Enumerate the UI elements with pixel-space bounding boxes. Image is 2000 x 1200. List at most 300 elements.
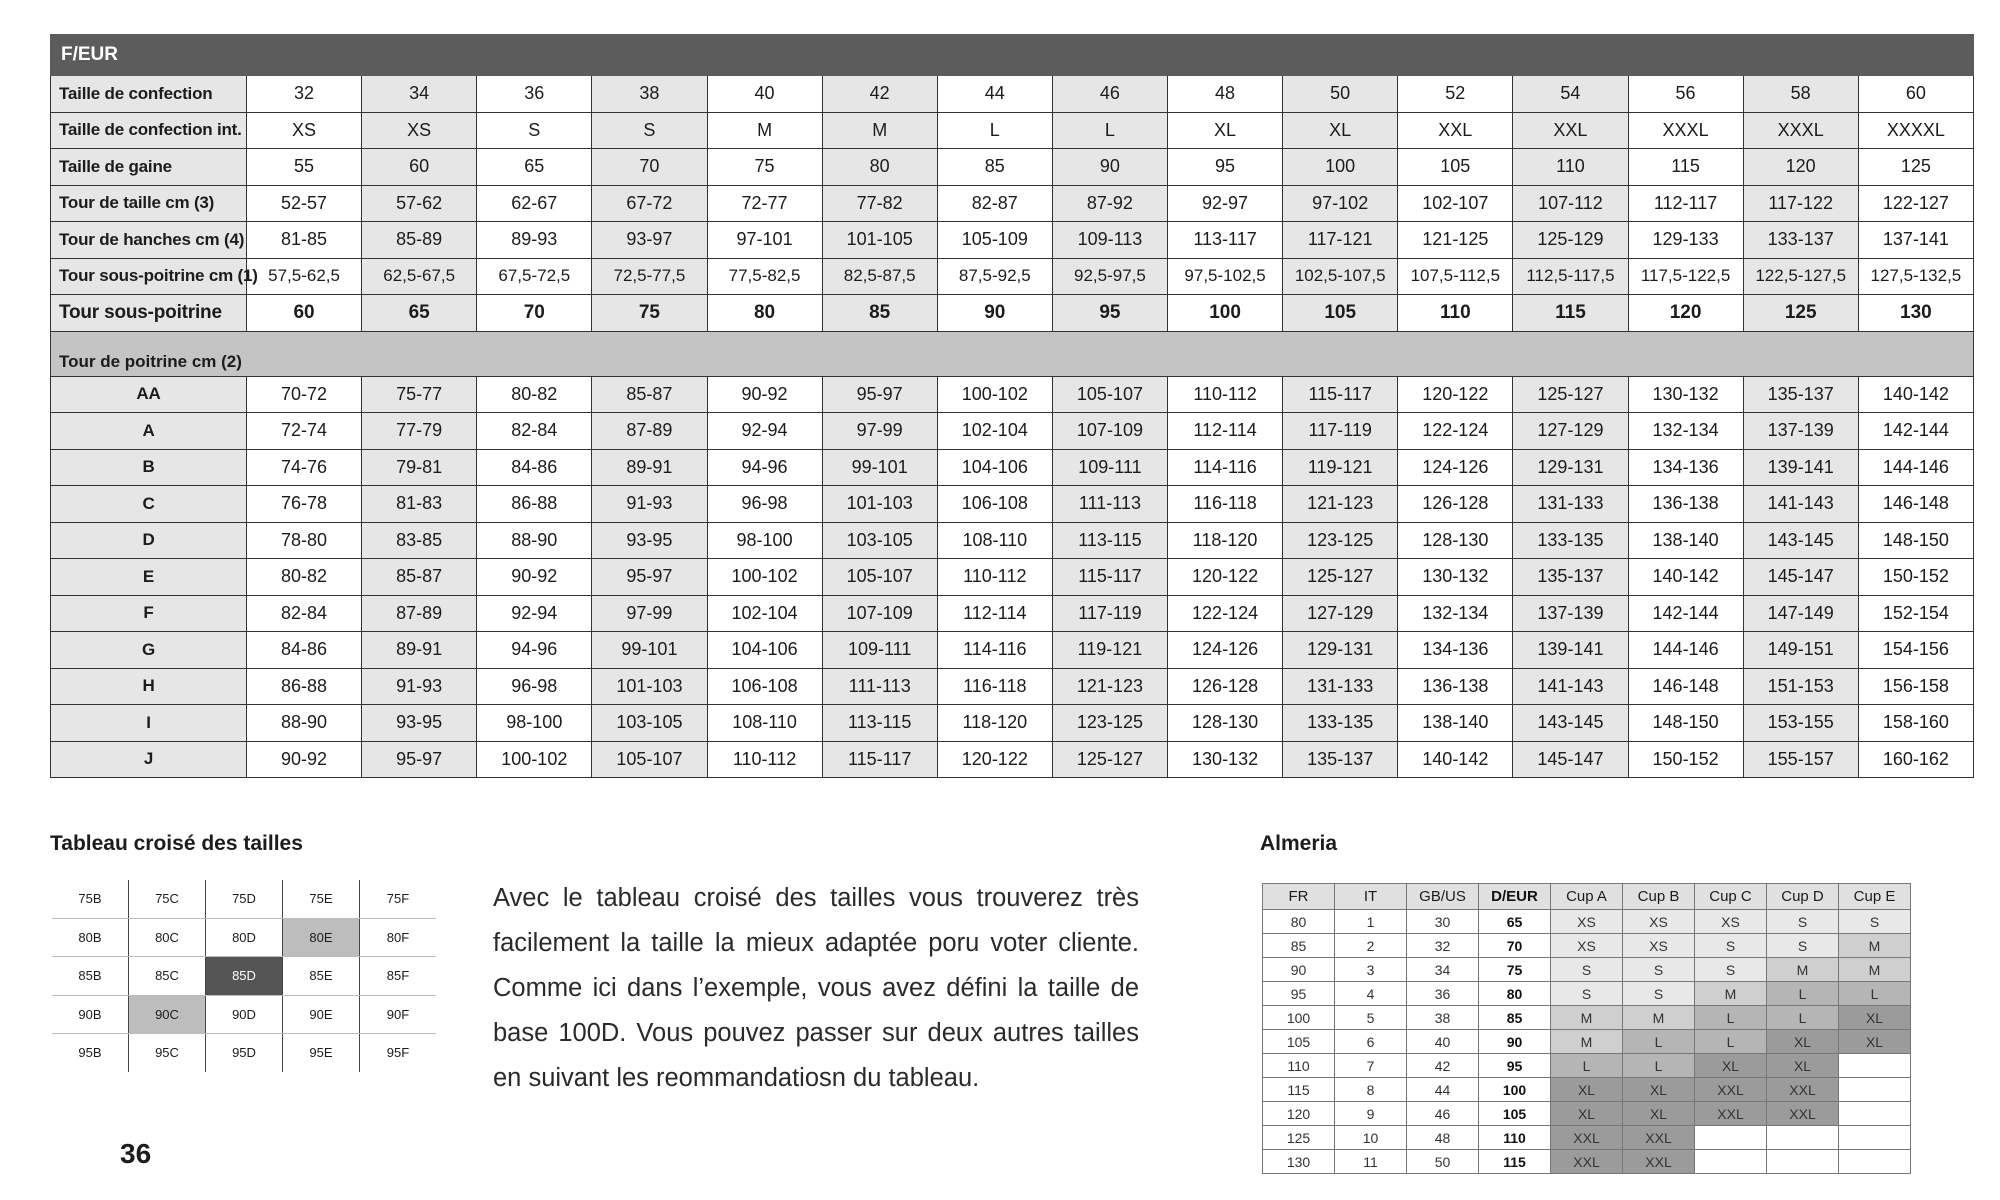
almeria-cup-cell: XL [1767, 1030, 1839, 1054]
table-cell: 91-93 [592, 486, 707, 523]
almeria-cell: 36 [1407, 982, 1479, 1006]
table-cell: 142-144 [1628, 595, 1743, 632]
cross-cell: 90D [206, 995, 283, 1034]
table-cell: 111-113 [1052, 486, 1167, 523]
table-cell: 82,5-87,5 [822, 258, 937, 295]
cup-row [51, 741, 1974, 778]
almeria-row [1263, 1150, 1911, 1174]
almeria-cup-cell: M [1623, 1006, 1695, 1030]
table-cell: 76-78 [247, 486, 362, 523]
table-cell: 149-151 [1743, 632, 1858, 669]
row-label: Tour sous-poitrine [51, 295, 247, 332]
almeria-cell: 70 [1479, 934, 1551, 958]
table-cell: 145-147 [1513, 741, 1628, 778]
table-cell: 85-87 [592, 376, 707, 413]
almeria-header: Cup C [1695, 884, 1767, 910]
table-cell: 134-136 [1628, 449, 1743, 486]
cup-row [51, 668, 1974, 705]
table-cell: 60 [1858, 76, 1973, 113]
cross-cell: 80E [283, 918, 360, 957]
description-text: Avec le tableau croisé des tailles vous trouverez très facilement la taille la mieux adaptée poru voter cliente. Comme ici dans l’exemple, vous avez défini la taille de base 100D. Vous pouvez passer sur deux autres tailles en suivant les reommandatiosn du tableau. [493, 884, 1139, 1092]
row-label: Tour sous-poitrine cm (1) [51, 258, 247, 295]
almeria-cell: 38 [1407, 1006, 1479, 1030]
cup-label: AA [51, 376, 247, 413]
almeria-cup-cell: XXL [1551, 1126, 1623, 1150]
cross-cell: 95F [386, 1045, 410, 1061]
almeria-cell: 110 [1263, 1054, 1335, 1078]
almeria-cup-cell [1767, 1150, 1839, 1174]
table-cell: 126-128 [1168, 668, 1283, 705]
cross-cell: 90B [52, 995, 129, 1034]
table-cell: 143-145 [1743, 522, 1858, 559]
table-cell: 124-126 [1398, 449, 1513, 486]
table-cell: 72-77 [707, 185, 822, 222]
table-cell: 133-135 [1513, 522, 1628, 559]
almeria-cell: 125 [1263, 1126, 1335, 1150]
table-cell: 77,5-82,5 [707, 258, 822, 295]
table-cell: 148-150 [1858, 522, 1973, 559]
table-cell: 52 [1398, 76, 1513, 113]
almeria-cup-cell: S [1551, 958, 1623, 982]
table-cell: 85-89 [362, 222, 477, 259]
table-cell: 123-125 [1052, 705, 1167, 742]
table-cell: 90-92 [477, 559, 592, 596]
row-label: Taille de gaine [51, 149, 247, 186]
table-cell: 77-79 [362, 413, 477, 450]
almeria-cell: 4 [1335, 982, 1407, 1006]
table-cell: XXL [1513, 112, 1628, 149]
almeria-cup-cell [1839, 1126, 1911, 1150]
table-cell: 108-110 [937, 522, 1052, 559]
table-cell: XXXL [1743, 112, 1858, 149]
table-cell: 72-74 [247, 413, 362, 450]
table-cell: 118-120 [937, 705, 1052, 742]
cup-row [51, 705, 1974, 742]
table-cell: 134-136 [1398, 632, 1513, 669]
table-cell: 116-118 [1168, 486, 1283, 523]
almeria-cup-cell: S [1623, 982, 1695, 1006]
table-row [51, 149, 1974, 186]
table-cell: 122-127 [1858, 185, 1973, 222]
table-cell: 125-127 [1283, 559, 1398, 596]
cross-size-table [52, 880, 436, 1072]
table-cell: 102-104 [707, 595, 822, 632]
almeria-row [1263, 1054, 1911, 1078]
table-cell: 114-116 [937, 632, 1052, 669]
cup-row [51, 632, 1974, 669]
table-row [51, 112, 1974, 149]
table-cell: 109-113 [1052, 222, 1167, 259]
table-cell: 137-141 [1858, 222, 1973, 259]
table-cell: 113-115 [1052, 522, 1167, 559]
table-cell: 60 [362, 149, 477, 186]
table-row [51, 258, 1974, 295]
almeria-cup-cell: M [1695, 982, 1767, 1006]
table-cell: 97,5-102,5 [1168, 258, 1283, 295]
table-cell: 82-87 [937, 185, 1052, 222]
table-cell: 90-92 [247, 741, 362, 778]
almeria-cup-cell: XXL [1767, 1102, 1839, 1126]
almeria-cup-cell: M [1551, 1030, 1623, 1054]
almeria-cup-cell: XXL [1623, 1150, 1695, 1174]
table-cell: 89-93 [477, 222, 592, 259]
table-cell: 92-94 [477, 595, 592, 632]
table-cell: 57-62 [362, 185, 477, 222]
table-cell: 144-146 [1628, 632, 1743, 669]
table-cell: 93-95 [592, 522, 707, 559]
table-cell: 129-131 [1513, 449, 1628, 486]
almeria-cell: 85 [1479, 1006, 1551, 1030]
table-cell: 109-111 [1052, 449, 1167, 486]
table-cell: 86-88 [247, 668, 362, 705]
cup-row [51, 376, 1974, 413]
table-cell: 87-89 [362, 595, 477, 632]
cross-row [52, 880, 436, 918]
almeria-cell: 3 [1335, 958, 1407, 982]
table-cell: 110-112 [707, 741, 822, 778]
table-cell: XL [1168, 112, 1283, 149]
table-cell: 96-98 [707, 486, 822, 523]
almeria-cup-cell: S [1839, 910, 1911, 934]
table-cell: 50 [1283, 76, 1398, 113]
table-cell: 107,5-112,5 [1398, 258, 1513, 295]
almeria-cup-cell: L [1767, 1006, 1839, 1030]
table-cell: 148-150 [1628, 705, 1743, 742]
table-cell: 105-109 [937, 222, 1052, 259]
table-cell: 124-126 [1168, 632, 1283, 669]
almeria-cell: 110 [1479, 1126, 1551, 1150]
table-cell: 80 [822, 149, 937, 186]
almeria-cell: 7 [1335, 1054, 1407, 1078]
table-cell: 62-67 [477, 185, 592, 222]
table-cell: 81-85 [247, 222, 362, 259]
table-cell: 81-83 [362, 486, 477, 523]
table-row [51, 185, 1974, 222]
cross-cell: 85B [52, 957, 129, 996]
table-cell: 136-138 [1398, 668, 1513, 705]
table-cell: 92,5-97,5 [1052, 258, 1167, 295]
almeria-cup-cell [1839, 1054, 1911, 1078]
table-cell: 107-112 [1513, 185, 1628, 222]
table-cell: 144-146 [1858, 449, 1973, 486]
table-cell: 127-129 [1513, 413, 1628, 450]
table-cell: XXL [1398, 112, 1513, 149]
table-cell: 114-116 [1168, 449, 1283, 486]
table-cell: 112-117 [1628, 185, 1743, 222]
table-cell: 90 [937, 295, 1052, 332]
table-cell: 122-124 [1398, 413, 1513, 450]
almeria-cup-cell: L [1623, 1030, 1695, 1054]
table-cell: 142-144 [1858, 413, 1973, 450]
table-title: F/EUR [51, 35, 1974, 76]
table-cell: 137-139 [1743, 413, 1858, 450]
cup-label: A [51, 413, 247, 450]
table-cell: 145-147 [1743, 559, 1858, 596]
table-cell: 120 [1628, 295, 1743, 332]
table-cell: 93-97 [592, 222, 707, 259]
table-cell: 140-142 [1398, 741, 1513, 778]
almeria-cell: 42 [1407, 1054, 1479, 1078]
cross-row [52, 918, 436, 957]
almeria-cup-cell: L [1695, 1030, 1767, 1054]
almeria-cell: 100 [1479, 1078, 1551, 1102]
almeria-header: Cup B [1623, 884, 1695, 910]
almeria-cell: 105 [1479, 1102, 1551, 1126]
table-cell: 127,5-132,5 [1858, 258, 1973, 295]
table-cell: XL [1283, 112, 1398, 149]
table-cell: 67,5-72,5 [477, 258, 592, 295]
almeria-cell: 46 [1407, 1102, 1479, 1126]
table-cell: 126-128 [1398, 486, 1513, 523]
table-cell: 112,5-117,5 [1513, 258, 1628, 295]
almeria-table [1262, 883, 1911, 1174]
table-cell: 108-110 [707, 705, 822, 742]
almeria-cup-cell: L [1839, 982, 1911, 1006]
table-cell: 48 [1168, 76, 1283, 113]
almeria-cup-cell: L [1623, 1054, 1695, 1078]
almeria-row [1263, 934, 1911, 958]
cross-row [52, 995, 436, 1034]
table-cell: 146-148 [1628, 668, 1743, 705]
almeria-cell: 95 [1479, 1054, 1551, 1078]
table-cell: 62,5-67,5 [362, 258, 477, 295]
table-cell: 131-133 [1513, 486, 1628, 523]
cup-row [51, 559, 1974, 596]
table-cell: 125 [1858, 149, 1973, 186]
table-cell: 101-103 [822, 486, 937, 523]
cross-cell: 75F [360, 880, 437, 918]
table-cell: 58 [1743, 76, 1858, 113]
table-cell: M [707, 112, 822, 149]
table-cell: 127-129 [1283, 595, 1398, 632]
almeria-cup-cell: XL [1623, 1102, 1695, 1126]
table-cell: 140-142 [1628, 559, 1743, 596]
cross-cell: 95B [52, 1034, 129, 1072]
cross-cell: 85F [360, 957, 437, 996]
table-cell: 152-154 [1858, 595, 1973, 632]
almeria-cell: 44 [1407, 1078, 1479, 1102]
table-cell: 119-121 [1052, 632, 1167, 669]
table-cell: 111-113 [822, 668, 937, 705]
almeria-cup-cell: M [1551, 1006, 1623, 1030]
table-cell: 100-102 [477, 741, 592, 778]
table-cell: 75 [592, 295, 707, 332]
table-cell: 110 [1398, 295, 1513, 332]
almeria-cup-cell: S [1767, 934, 1839, 958]
table-cell: 115 [1628, 149, 1743, 186]
almeria-cell: 80 [1479, 982, 1551, 1006]
table-cell: 94-96 [477, 632, 592, 669]
table-cell: 110-112 [937, 559, 1052, 596]
almeria-row [1263, 982, 1911, 1006]
table-cell: 103-105 [822, 522, 937, 559]
cross-row [52, 1034, 436, 1072]
table-cell: 105-107 [1052, 376, 1167, 413]
almeria-cup-cell: S [1623, 958, 1695, 982]
almeria-cell: 90 [1479, 1030, 1551, 1054]
table-cell: 140-142 [1858, 376, 1973, 413]
table-cell: 90 [1052, 149, 1167, 186]
table-row [51, 295, 1974, 332]
cup-label: B [51, 449, 247, 486]
table-row [51, 76, 1974, 113]
cross-cell: 80D [206, 918, 283, 957]
table-cell: 100 [1283, 149, 1398, 186]
table-cell: 139-141 [1513, 632, 1628, 669]
almeria-cup-cell: XXL [1551, 1150, 1623, 1174]
cross-cell: 75B [52, 880, 129, 918]
table-cell: 96-98 [477, 668, 592, 705]
cup-label: I [51, 705, 247, 742]
row-label: Taille de confection [51, 76, 247, 113]
almeria-header: D/EUR [1479, 884, 1551, 910]
table-cell: 105-107 [592, 741, 707, 778]
table-cell: 147-149 [1743, 595, 1858, 632]
table-cell: 128-130 [1398, 522, 1513, 559]
table-cell: 135-137 [1283, 741, 1398, 778]
table-cell: 117-122 [1743, 185, 1858, 222]
table-cell: 112-114 [937, 595, 1052, 632]
cross-cell: 85E [283, 957, 360, 996]
cross-cell: 80F [360, 918, 437, 957]
table-title-row [51, 35, 1974, 76]
table-cell: 52-57 [247, 185, 362, 222]
almeria-cup-cell [1839, 1150, 1911, 1174]
almeria-cup-cell: M [1839, 958, 1911, 982]
cup-label: G [51, 632, 247, 669]
table-cell: 75 [707, 149, 822, 186]
almeria-cup-cell [1695, 1150, 1767, 1174]
table-cell: 77-82 [822, 185, 937, 222]
cross-cell: 85D [206, 957, 283, 996]
table-cell: 85-87 [362, 559, 477, 596]
table-cell: 125-127 [1513, 376, 1628, 413]
table-cell: 74-76 [247, 449, 362, 486]
almeria-header: FR [1263, 884, 1335, 910]
table-cell: 97-99 [822, 413, 937, 450]
table-cell: 44 [937, 76, 1052, 113]
almeria-row [1263, 910, 1911, 934]
almeria-cell: 40 [1407, 1030, 1479, 1054]
almeria-cell: 11 [1335, 1150, 1407, 1174]
almeria-cell: 50 [1407, 1150, 1479, 1174]
almeria-cell: 6 [1335, 1030, 1407, 1054]
table-cell: 70-72 [247, 376, 362, 413]
almeria-cup-cell: M [1839, 934, 1911, 958]
table-cell: 36 [477, 76, 592, 113]
table-cell: 90-92 [707, 376, 822, 413]
almeria-cell: 95 [1263, 982, 1335, 1006]
table-cell: 65 [477, 149, 592, 186]
almeria-cell: 5 [1335, 1006, 1407, 1030]
almeria-cell: 2 [1335, 934, 1407, 958]
almeria-cell: 9 [1335, 1102, 1407, 1126]
almeria-cell: 75 [1479, 958, 1551, 982]
almeria-cup-cell [1695, 1126, 1767, 1150]
cup-label: H [51, 668, 247, 705]
almeria-row [1263, 1078, 1911, 1102]
almeria-cup-cell: XS [1623, 934, 1695, 958]
almeria-header: Cup E [1839, 884, 1911, 910]
almeria-cup-cell: XL [1839, 1006, 1911, 1030]
table-cell: 125-129 [1513, 222, 1628, 259]
almeria-cup-cell [1839, 1102, 1911, 1126]
table-cell: 102-107 [1398, 185, 1513, 222]
table-cell: 135-137 [1743, 376, 1858, 413]
table-cell: 80 [707, 295, 822, 332]
table-cell: 121-123 [1052, 668, 1167, 705]
almeria-cell: 90 [1263, 958, 1335, 982]
table-cell: 121-125 [1398, 222, 1513, 259]
table-cell: 122-124 [1168, 595, 1283, 632]
almeria-cell: 115 [1263, 1078, 1335, 1102]
table-cell: 139-141 [1743, 449, 1858, 486]
table-cell: 87-92 [1052, 185, 1167, 222]
almeria-header: Cup D [1767, 884, 1839, 910]
almeria-cup-cell: L [1767, 982, 1839, 1006]
table-cell: 88-90 [477, 522, 592, 559]
table-cell: XS [247, 112, 362, 149]
almeria-cell: 105 [1263, 1030, 1335, 1054]
table-cell: 110-112 [1168, 376, 1283, 413]
almeria-cup-cell: XL [1551, 1102, 1623, 1126]
table-cell: 128-130 [1168, 705, 1283, 742]
cross-cell: 85C [129, 957, 206, 996]
row-label: Tour de hanches cm (4) [51, 222, 247, 259]
table-cell: 104-106 [937, 449, 1052, 486]
table-cell: 123-125 [1283, 522, 1398, 559]
table-cell: 86-88 [477, 486, 592, 523]
almeria-title: Almeria [1260, 832, 1338, 855]
table-cell: 107-109 [1052, 413, 1167, 450]
table-cell: 89-91 [592, 449, 707, 486]
almeria-cup-cell: XL [1623, 1078, 1695, 1102]
almeria-row [1263, 1006, 1911, 1030]
almeria-cup-cell: L [1695, 1006, 1767, 1030]
almeria-cup-cell: XS [1623, 910, 1695, 934]
table-cell: 113-115 [822, 705, 937, 742]
table-cell: 120-122 [1398, 376, 1513, 413]
table-cell: 80-82 [247, 559, 362, 596]
cup-label: F [51, 595, 247, 632]
almeria-header: IT [1335, 884, 1407, 910]
table-cell: 110 [1513, 149, 1628, 186]
cross-cell: 75D [206, 880, 283, 918]
almeria-cup-cell: S [1551, 982, 1623, 1006]
table-cell: 100 [1168, 295, 1283, 332]
table-cell: 122,5-127,5 [1743, 258, 1858, 295]
table-cell: 109-111 [822, 632, 937, 669]
table-cell: 130-132 [1398, 559, 1513, 596]
cup-label: D [51, 522, 247, 559]
cup-label: E [51, 559, 247, 596]
table-cell: 38 [592, 76, 707, 113]
table-cell: 87,5-92,5 [937, 258, 1052, 295]
almeria-cup-cell: S [1767, 910, 1839, 934]
almeria-cell: 34 [1407, 958, 1479, 982]
almeria-row [1263, 958, 1911, 982]
table-cell: 160-162 [1858, 741, 1973, 778]
cross-cell: 90F [360, 995, 437, 1034]
table-cell: 129-131 [1283, 632, 1398, 669]
table-cell: 99-101 [822, 449, 937, 486]
table-cell: 82-84 [247, 595, 362, 632]
cup-row [51, 449, 1974, 486]
table-cell: 115-117 [1283, 376, 1398, 413]
almeria-cup-cell: XL [1551, 1078, 1623, 1102]
almeria-cell: 1 [1335, 910, 1407, 934]
table-cell: 141-143 [1513, 668, 1628, 705]
